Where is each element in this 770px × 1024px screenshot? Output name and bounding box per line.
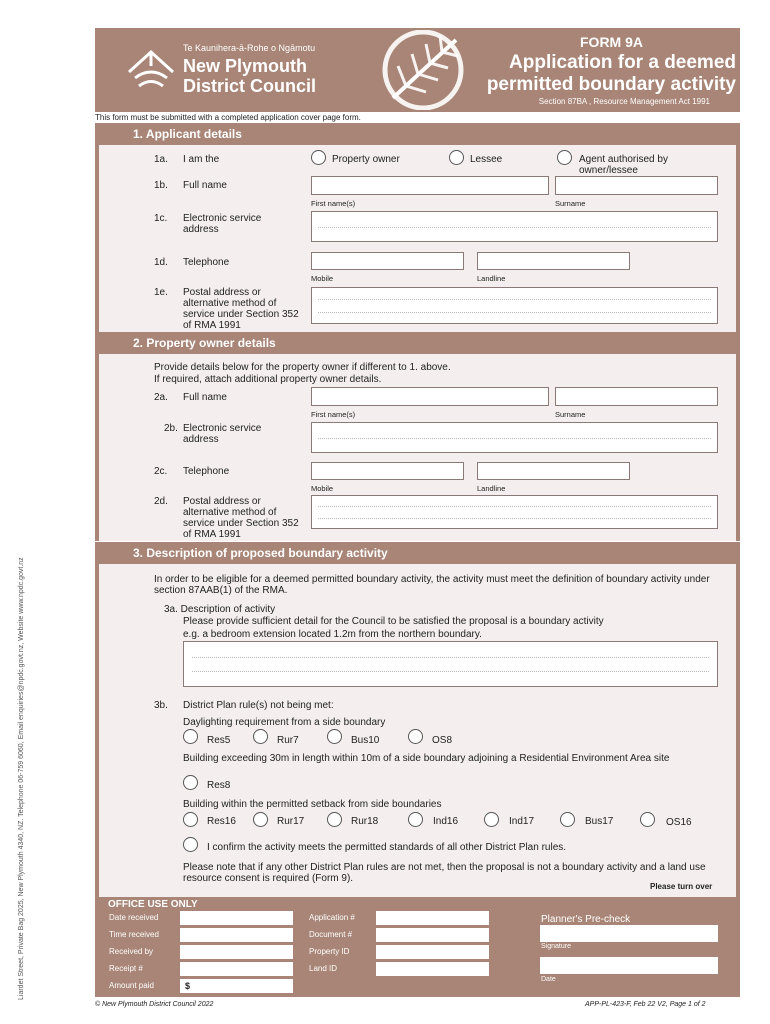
label-os8: OS8 — [432, 735, 453, 746]
receipt-label: Receipt # — [109, 964, 143, 973]
property-id-input[interactable] — [376, 945, 489, 959]
q3a-example: e.g. a bedroom extension located 1.2m from the northern boundary. — [183, 629, 482, 640]
copyright-text: © New Plymouth District Council 2022 — [95, 1001, 214, 1008]
date-received-input[interactable] — [180, 911, 293, 925]
s2-intro-2: If required, attach additional property owner details. — [154, 374, 382, 385]
label-rur18: Rur18 — [351, 816, 379, 827]
council-logo-icon — [125, 48, 177, 94]
radio-os8[interactable] — [408, 729, 423, 744]
office-use-title: OFFICE USE ONLY — [108, 899, 198, 910]
section-1-panel — [95, 145, 740, 332]
date-received-label: Date received — [109, 913, 159, 922]
q1b-number: 1b. — [154, 180, 168, 191]
label-ind16: Ind16 — [433, 816, 459, 827]
q2c-label: Telephone — [183, 466, 230, 477]
owner-mobile-input[interactable] — [311, 462, 464, 480]
applicant-surname-input[interactable] — [555, 176, 718, 195]
property-id-label: Property ID — [309, 947, 350, 956]
signature-input[interactable] — [540, 957, 718, 974]
q2a-number: 2a. — [154, 392, 168, 403]
section-2-panel — [95, 354, 740, 541]
owner-first-name-input[interactable] — [311, 387, 549, 406]
turn-over-text: Please turn over — [650, 882, 713, 891]
consent-note: Please note that if any other District Plan rules are not met, then the proposal is not a boundary activity and a land use resource consent is required (Form 9). — [183, 862, 706, 884]
q2d-label: Postal address or alternative method of service under Section 352 of RMA 1991 — [183, 496, 299, 540]
form-reference: APP-PL-423-F, Feb 22 V2, Page 1 of 2 — [585, 1001, 706, 1008]
label-rur7: Rur7 — [277, 735, 299, 746]
application-input[interactable] — [376, 911, 489, 925]
label-bus17: Bus17 — [585, 816, 614, 827]
label-property-owner: Property owner — [332, 154, 400, 165]
owner-first-names-caption: First name(s) — [311, 410, 356, 419]
setback-heading: Building within the permitted setback from side boundaries — [183, 799, 442, 810]
owner-surname-input[interactable] — [555, 387, 718, 406]
form-number: FORM 9A — [580, 34, 643, 50]
q3b-label: District Plan rule(s) not being met: — [183, 700, 334, 711]
land-id-input[interactable] — [376, 962, 489, 976]
signature-label: Signature — [541, 943, 571, 950]
precheck-input[interactable] — [540, 925, 718, 942]
radio-agent[interactable] — [557, 150, 572, 165]
owner-mobile-caption: Mobile — [311, 484, 334, 493]
s3-intro: In order to be eligible for a deemed permitted boundary activity, the activity must meet the definition of boundary activity under section 87AAB(1) of the RMA. — [154, 574, 710, 596]
mobile-caption: Mobile — [311, 274, 334, 283]
q1c-number: 1c. — [154, 213, 168, 224]
radio-res8[interactable] — [183, 775, 198, 790]
section-3-heading: 3. Description of proposed boundary activity — [95, 542, 740, 564]
document-input[interactable] — [376, 928, 489, 942]
form-title: Application for a deemed permitted boundary activity — [486, 52, 736, 95]
daylighting-heading: Daylighting requirement from a side boundary — [183, 717, 386, 728]
first-names-caption: First name(s) — [311, 199, 356, 208]
activity-description-input[interactable] — [183, 641, 718, 687]
application-label: Application # — [309, 913, 355, 922]
owner-postal-input[interactable] — [311, 495, 718, 529]
radio-bus10[interactable] — [327, 729, 342, 744]
receipt-input[interactable] — [180, 962, 293, 976]
label-rur17: Rur17 — [277, 816, 305, 827]
q2c-number: 2c. — [154, 466, 168, 477]
time-received-label: Time received — [109, 930, 159, 939]
applicant-postal-input[interactable] — [311, 287, 718, 324]
received-by-input[interactable] — [180, 945, 293, 959]
radio-lessee[interactable] — [449, 150, 464, 165]
fern-icon — [368, 30, 478, 110]
section-3-panel — [95, 564, 740, 897]
owner-landline-caption: Landline — [477, 484, 506, 493]
radio-os16[interactable] — [640, 812, 655, 827]
building-length-heading: Building exceeding 30m in length within 10m of a side boundary adjoining a Residential Environment Area site — [183, 753, 670, 764]
radio-rur17[interactable] — [253, 812, 268, 827]
received-by-label: Received by — [109, 947, 154, 956]
q1d-number: 1d. — [154, 257, 168, 268]
label-res16: Res16 — [207, 816, 236, 827]
form-subtitle: Section 87BA , Resource Management Act 1991 — [538, 97, 710, 106]
date-label: Date — [541, 976, 556, 983]
applicant-mobile-input[interactable] — [311, 252, 464, 270]
owner-surname-caption: Surname — [555, 410, 586, 419]
notice-text: This form must be submitted with a completed application cover page form. — [95, 113, 361, 122]
applicant-email-input[interactable] — [311, 211, 718, 242]
q2a-label: Full name — [183, 392, 227, 403]
radio-res16[interactable] — [183, 812, 198, 827]
owner-landline-input[interactable] — [477, 462, 630, 480]
q1c-label: Electronic service address — [183, 213, 262, 235]
amount-paid-label: Amount paid — [109, 981, 154, 990]
amount-paid-input[interactable]: $ — [180, 979, 293, 993]
section-2-heading: 2. Property owner details — [95, 332, 740, 354]
q2b-label: Electronic service address — [183, 423, 262, 445]
label-res5: Res5 — [207, 735, 231, 746]
applicant-first-name-input[interactable] — [311, 176, 549, 195]
radio-property-owner[interactable] — [311, 150, 326, 165]
council-name: New Plymouth District Council — [183, 56, 317, 96]
label-res8: Res8 — [207, 780, 231, 791]
landline-caption: Landline — [477, 274, 506, 283]
q2d-number: 2d. — [154, 496, 168, 507]
document-label: Document # — [309, 930, 353, 939]
label-os16: OS16 — [666, 817, 692, 828]
s2-intro-1: Provide details below for the property owner if different to 1. above. — [154, 362, 451, 373]
q1b-label: Full name — [183, 180, 227, 191]
section-1-heading: 1. Applicant details — [95, 123, 740, 145]
q1a-label: I am the — [183, 154, 220, 165]
radio-ind16[interactable] — [408, 812, 423, 827]
council-maori-name: Te Kaunihera-ā-Rohe o Ngāmotu — [183, 43, 316, 53]
q3a-label: 3a. Description of activity — [164, 604, 276, 615]
radio-rur7[interactable] — [253, 729, 268, 744]
label-bus10: Bus10 — [351, 735, 380, 746]
radio-ind17[interactable] — [484, 812, 499, 827]
label-ind17: Ind17 — [509, 816, 535, 827]
q3a-help: Please provide sufficient detail for the Council to be satisfied the proposal is a boundary activity — [183, 616, 604, 627]
applicant-landline-input[interactable] — [477, 252, 630, 270]
label-lessee: Lessee — [470, 154, 503, 165]
confirm-label: I confirm the activity meets the permitted standards of all other District Plan rules. — [207, 842, 567, 853]
q1d-label: Telephone — [183, 257, 230, 268]
label-agent: Agent authorised by owner/lessee — [579, 154, 668, 176]
q1a-number: 1a. — [154, 154, 168, 165]
precheck-label: Planner's Pre-check — [541, 914, 631, 925]
radio-bus17[interactable] — [560, 812, 575, 827]
owner-email-input[interactable] — [311, 422, 718, 453]
checkbox-confirm-standards[interactable] — [183, 837, 198, 852]
contact-sidebar: Liardet Street, Private Bag 2025, New Plymouth 4340, NZ. Telephone 06-759 6060, Email enquiries@npdc.govt.nz, Website www.npdc.govt.nz — [18, 557, 25, 1000]
surname-caption: Surname — [555, 199, 586, 208]
land-id-label: Land ID — [309, 964, 338, 973]
q1e-label: Postal address or alternative method of service under Section 352 of RMA 1991 — [183, 287, 299, 331]
time-received-input[interactable] — [180, 928, 293, 942]
radio-rur18[interactable] — [327, 812, 342, 827]
q3b-number: 3b. — [154, 700, 168, 711]
q1e-number: 1e. — [154, 287, 168, 298]
radio-res5[interactable] — [183, 729, 198, 744]
q2b-number: 2b. — [164, 423, 178, 434]
